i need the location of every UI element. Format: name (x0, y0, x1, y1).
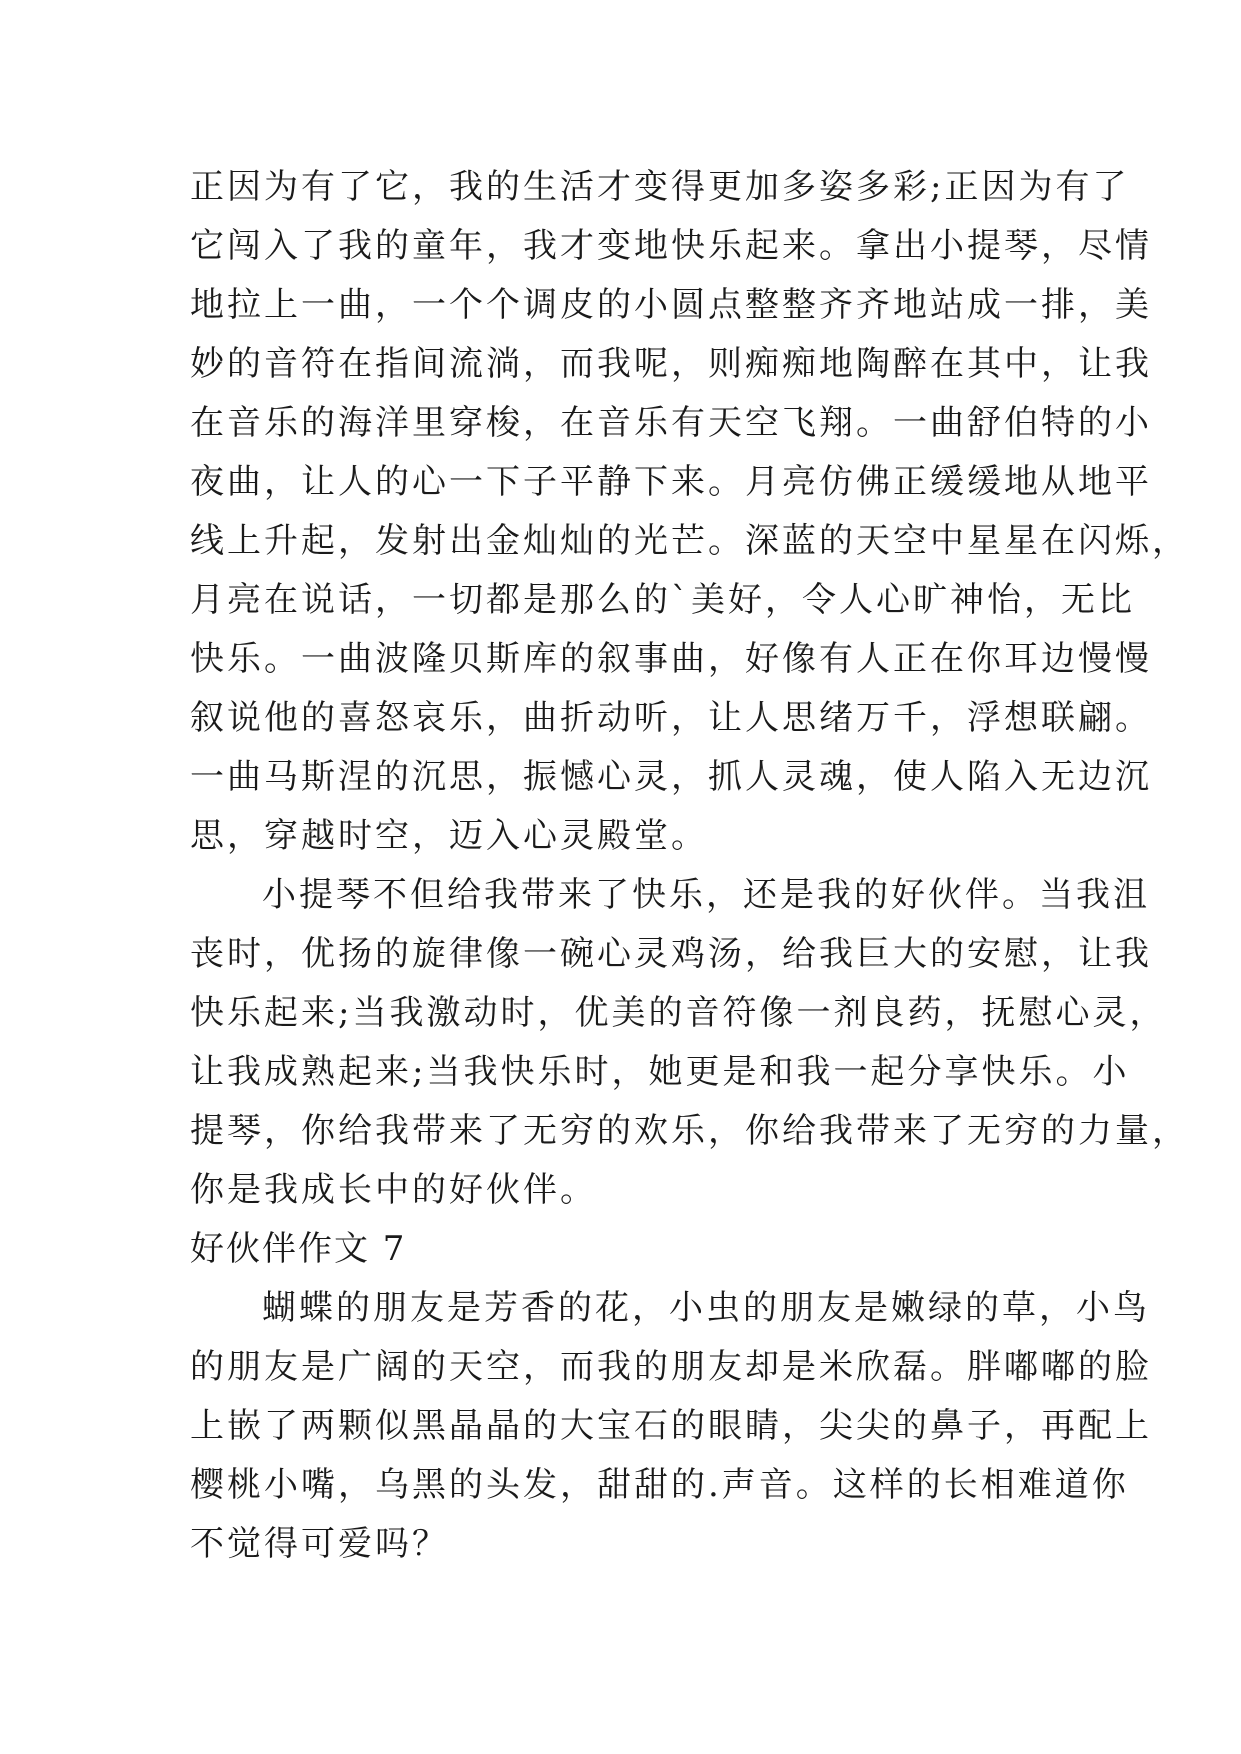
text-line: 正因为有了它，我的生活才变得更加多姿多彩;正因为有了 (190, 167, 1130, 207)
paragraph-good-partner (190, 866, 1189, 1220)
text-line: 樱桃小嘴，乌黑的头发，甜甜的.声音。这样的长相难道你 (190, 1465, 1129, 1505)
text-line: 在音乐的海洋里穿梭，在音乐有天空飞翔。一曲舒伯特的小 (190, 403, 1152, 443)
text-line: 的朋友是广阔的天空，而我的朋友却是米欣磊。胖嘟嘟的脸 (190, 1347, 1152, 1387)
text-line: 妙的音符在指间流淌，而我呢，则痴痴地陶醉在其中，让我 (190, 344, 1152, 384)
paragraph-friend (190, 1279, 1152, 1574)
text-line: 提琴，你给我带来了无穷的欢乐，你给我带来了无穷的力量， (190, 1111, 1189, 1151)
text-line: 上嵌了两颗似黑晶晶的大宝石的眼睛，尖尖的鼻子，再配上 (190, 1406, 1152, 1446)
text-line: 它闯入了我的童年，我才变地快乐起来。拿出小提琴，尽情 (190, 226, 1152, 266)
text-line: 线上升起，发射出金灿灿的光芒。深蓝的天空中星星在闪烁， (190, 521, 1189, 561)
text-line: 小提琴不但给我带来了快乐，还是我的好伙伴。当我沮 (262, 875, 1150, 915)
text-line: 快乐。一曲波隆贝斯库的叙事曲，好像有人正在你耳边慢慢 (190, 639, 1152, 679)
text-line: 一曲马斯涅的沉思，振憾心灵，抓人灵魂，使人陷入无边沉 (190, 757, 1152, 797)
text-line: 你是我成长中的好伙伴。 (190, 1170, 597, 1210)
text-line: 月亮在说话，一切都是那么的`美好，令人心旷神怡，无比 (190, 580, 1135, 620)
text-line: 夜曲，让人的心一下子平静下来。月亮仿佛正缓缓地从地平 (190, 462, 1152, 502)
text-line: 蝴蝶的朋友是芳香的花，小虫的朋友是嫩绿的草，小鸟 (262, 1288, 1150, 1328)
text-line: 丧时，优扬的旋律像一碗心灵鸡汤，给我巨大的安慰，让我 (190, 934, 1152, 974)
text-line: 让我成熟起来;当我快乐时，她更是和我一起分享快乐。小 (190, 1052, 1130, 1092)
paragraph-violin-life (190, 158, 1189, 866)
text-line: 叙说他的喜怒哀乐，曲折动听，让人思绪万千，浮想联翩。 (190, 698, 1152, 738)
text-line: 快乐起来;当我激动时，优美的音符像一剂良药，抚慰心灵， (190, 993, 1167, 1033)
document-body (190, 158, 1189, 1574)
text-line: 不觉得可爱吗？ (190, 1524, 449, 1564)
text-line: 思，穿越时空，迈入心灵殿堂。 (190, 816, 708, 856)
text-line: 地拉上一曲，一个个调皮的小圆点整整齐齐地站成一排，美 (190, 285, 1152, 325)
section-heading: 好伙伴作文 7 (190, 1229, 407, 1269)
